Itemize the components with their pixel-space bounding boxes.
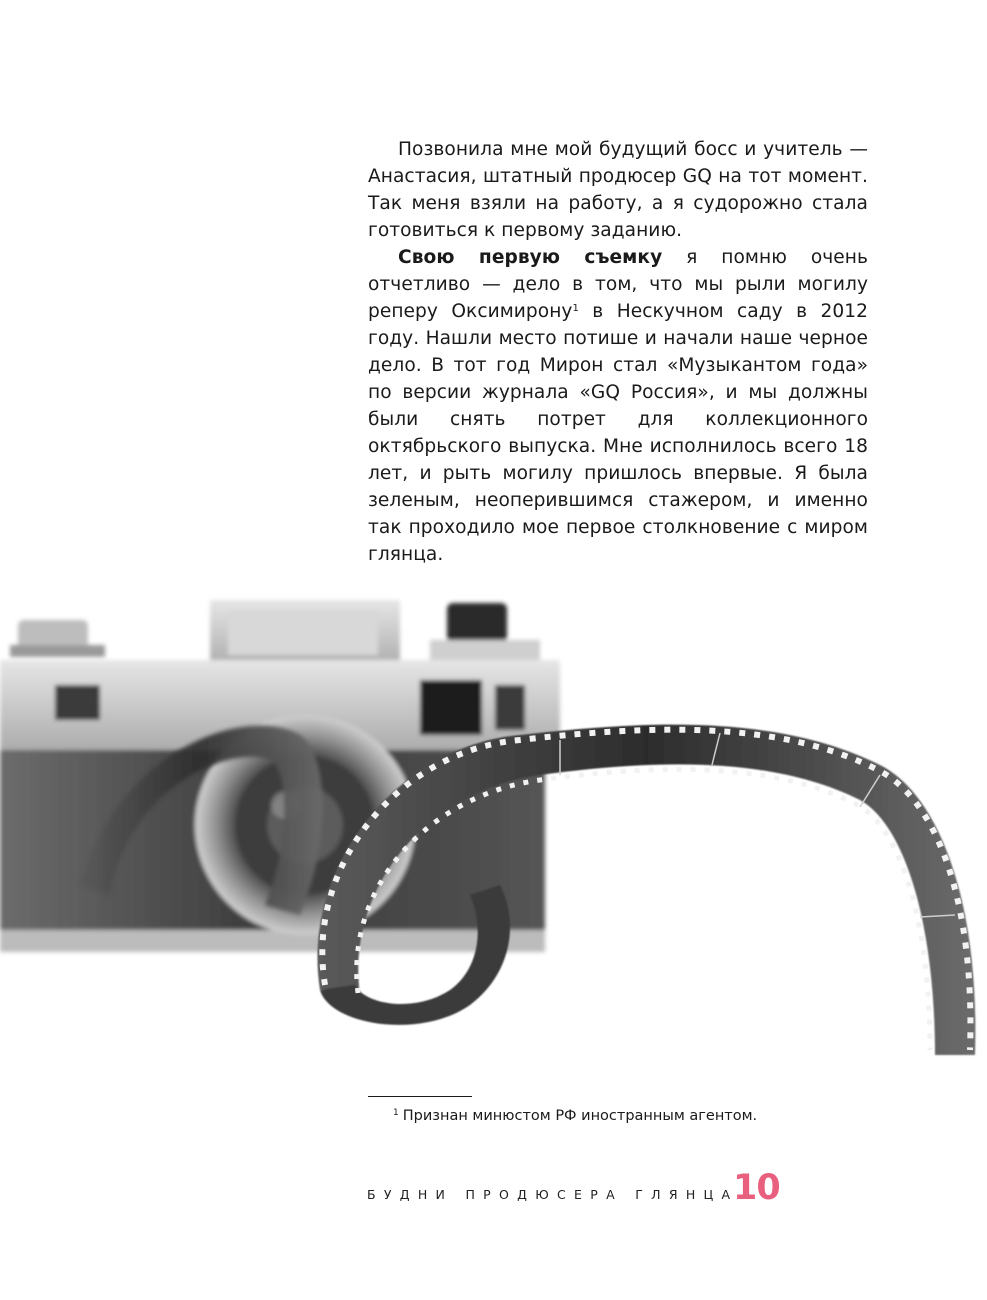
paragraph-2-lead: Свою первую съемку	[398, 247, 663, 268]
paragraph-2-text-b: в Нескучном саду в 2012 году. Нашли место потише и начали наше черное дело. В тот год Мирон стал «Музыкантом года» по версии журнала «GQ Россия», и мы должны были снять потрет для коллекционного октябрьского выпуска. Мне исполнилось всего 18 лет, и рыть могилу пришлось впервые. Я была зеленым, неоперившимся стажером, и именно так проходило мое первое столкновение с миром глянца.	[368, 301, 869, 565]
paragraph-2	[368, 244, 868, 568]
footnote-text: Признан минюстом РФ иностранным агентом.	[402, 1108, 758, 1124]
footnote-divider	[368, 1096, 472, 1097]
body-text	[368, 136, 868, 568]
camera-film-photo	[0, 585, 987, 1075]
page-number: 10	[733, 1168, 780, 1208]
footnote	[393, 1106, 757, 1126]
footnote-reference[interactable]: 1	[572, 303, 579, 314]
paragraph-1: Позвонила мне мой будущий босс и учитель — Анастасия, штатный продюсер GQ на тот момент. Так меня взяли на работу, а я судорожно стала готовиться к первому заданию.	[368, 139, 868, 241]
footnote-number: 1	[393, 1108, 399, 1118]
paragraph-2-text-a: я помню очень отчетливо — дело в том, что мы рыли могилу реперу Оксимирону	[368, 247, 868, 322]
running-title: БУДНИ ПРОДЮСЕРА ГЛЯНЦА	[367, 1187, 739, 1202]
